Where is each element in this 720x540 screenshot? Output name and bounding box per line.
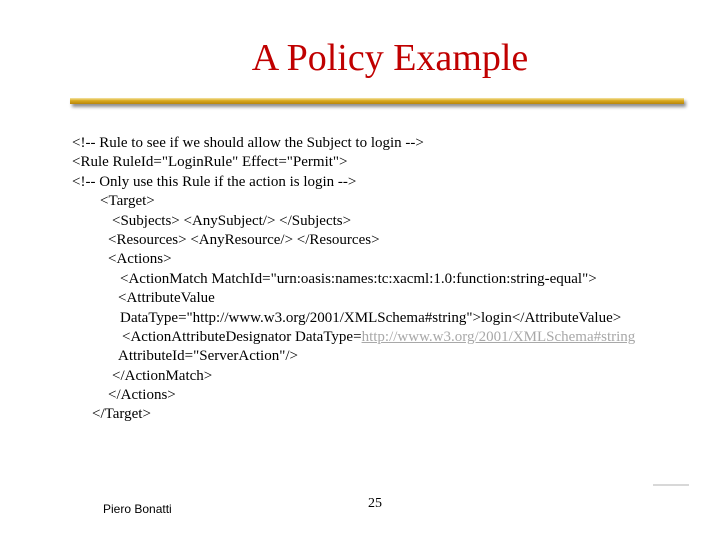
footer-author: Piero Bonatti	[103, 502, 172, 516]
code-line: DataType="http://www.w3.org/2001/XMLSchema#string">login</AttributeValue>	[120, 309, 622, 326]
code-line: </Target>	[92, 406, 151, 423]
policy-code-block	[72, 134, 712, 425]
slide-title: A Policy Example	[251, 37, 529, 79]
code-line	[72, 328, 712, 347]
code-line: <ActionMatch MatchId="urn:oasis:names:tc:xacml:1.0:function:string-equal">	[120, 270, 597, 287]
code-line: <!-- Only use this Rule if the action is login -->	[72, 173, 357, 190]
footer-divider	[653, 484, 689, 486]
title-underline	[70, 98, 684, 104]
code-line: </Actions>	[108, 387, 176, 404]
code-line: <!-- Rule to see if we should allow the Subject to login -->	[72, 135, 424, 151]
code-line: </ActionMatch>	[112, 367, 213, 384]
code-line: <Resources> <AnyResource/> </Resources>	[108, 231, 380, 248]
code-line: <AttributeValue	[118, 290, 215, 307]
code-line: <Subjects> <AnySubject/> </Subjects>	[112, 212, 352, 229]
xmlschema-string-link[interactable]: http://www.w3.org/2001/XMLSchema#string	[361, 328, 636, 345]
code-line: <Actions>	[108, 251, 172, 268]
page-number: 25	[368, 496, 382, 511]
code-line: <Target>	[100, 193, 155, 210]
code-line: <Rule RuleId="LoginRule" Effect="Permit">	[72, 154, 348, 171]
code-line: AttributeId="ServerAction"/>	[118, 348, 298, 365]
code-text: <ActionAttributeDesignator DataType=	[122, 328, 362, 345]
